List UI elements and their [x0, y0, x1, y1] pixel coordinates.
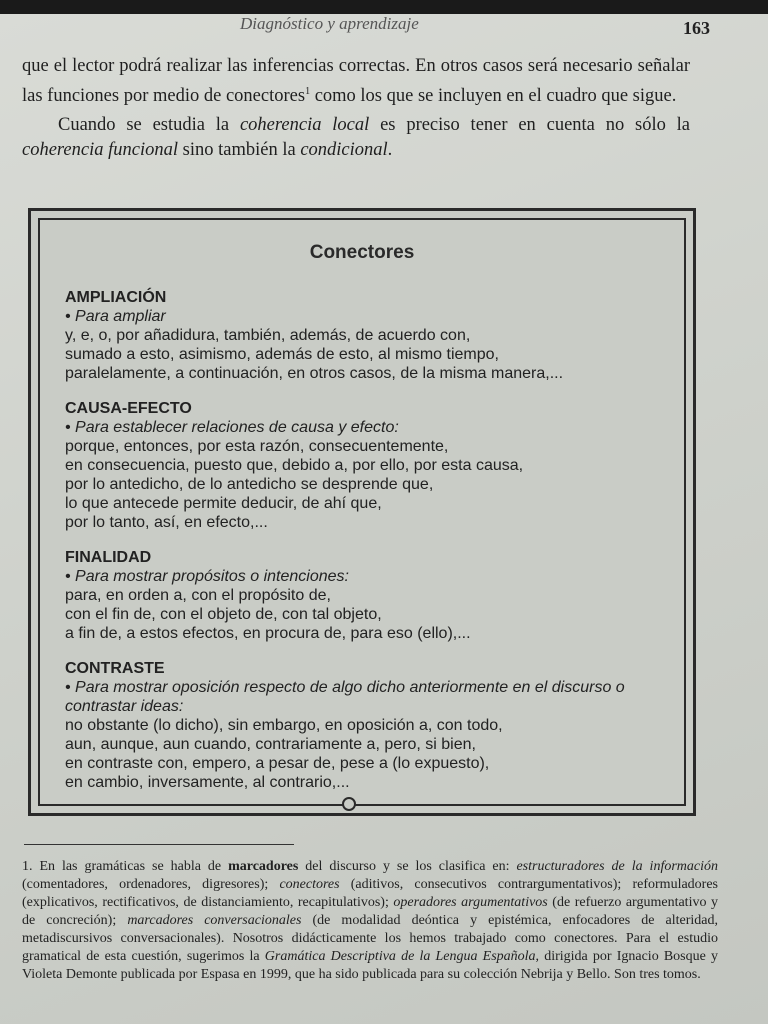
connector-line: paralelamente, a continuación, en otros casos, de la misma manera,...	[65, 365, 564, 382]
term-coherencia-local: coherencia local	[239, 115, 370, 136]
connectors-box	[28, 208, 696, 816]
footnote-term: estructuradores de la información	[516, 859, 718, 874]
footnote	[22, 858, 718, 984]
footnote-text: , dirigida por Ignacio Bosque y Violeta Demonte publicada por Espasa en 1999, que ha sido publicada para su colección Nebrija y Bello. Son tres tomos.	[22, 949, 718, 982]
footnote-text: (de refuerzo argumentativo y de concreción);	[22, 895, 718, 928]
connector-line: lo que antecede permite deducir, de ahí que,	[65, 495, 382, 512]
footnote-term: marcadores	[228, 859, 299, 874]
connector-line: aun, aunque, aun cuando, contrariamente a, pero, si bien,	[65, 736, 476, 753]
connector-section	[65, 548, 665, 643]
paragraph-2-text: es preciso tener en cuenta no sólo la	[369, 115, 691, 136]
book-page	[0, 14, 768, 1024]
section-purpose: • Para establecer relaciones de causa y efecto:	[65, 419, 399, 436]
connector-line: con el fin de, con el objeto de, con tal objeto,	[65, 606, 382, 623]
section-purpose: • Para mostrar propósitos o intenciones:	[65, 568, 349, 585]
footnote-text: del discurso y se los clasifica en:	[298, 859, 517, 874]
connector-line: porque, entonces, por esta razón, consecuentemente,	[65, 438, 449, 455]
connector-section	[65, 659, 665, 792]
connector-line: a fin de, a estos efectos, en procura de, para eso (ello),...	[65, 625, 471, 642]
page-number: 163	[683, 18, 710, 38]
paragraph-2-text: .	[387, 140, 393, 161]
connector-line: y, e, o, por añadidura, también, además, de acuerdo con,	[65, 327, 471, 344]
paragraph-2	[22, 113, 690, 163]
connector-sections	[65, 288, 665, 808]
footnote-term: operadores argumentativos	[393, 895, 548, 910]
connector-line: en cambio, inversamente, al contrario,...	[65, 774, 350, 791]
footnote-text: 1. En las gramáticas se habla de	[22, 859, 229, 874]
connector-line: por lo antedicho, de lo antedicho se desprende que,	[65, 476, 434, 493]
paragraph-1-text-end: como los que se incluyen en el cuadro que sigue.	[310, 86, 677, 107]
connector-line: en consecuencia, puesto que, debido a, por ello, por esta causa,	[65, 457, 524, 474]
connector-line: en contraste con, empero, a pesar de, pese a (lo expuesto),	[65, 755, 490, 772]
paragraph-1	[22, 54, 690, 109]
footnote-term: conectores	[279, 877, 340, 892]
section-purpose: • Para mostrar oposición respecto de algo dicho anteriormente en el discurso o contrastar ideas:	[65, 679, 625, 715]
connector-section	[65, 288, 665, 383]
connector-line: no obstante (lo dicho), sin embargo, en oposición a, con todo,	[65, 717, 503, 734]
footnote-rule	[24, 844, 294, 845]
running-head: Diagnóstico y aprendizaje	[240, 14, 419, 33]
footnote-ref: 1	[305, 86, 311, 97]
section-title: FINALIDAD	[65, 549, 152, 566]
paragraph-2-text: sino también la	[178, 140, 301, 161]
connector-section	[65, 399, 665, 532]
footnote-title: Gramática Descriptiva de la Lengua Española	[264, 949, 536, 964]
connector-line: para, en orden a, con el propósito de,	[65, 587, 331, 604]
section-title: CONTRASTE	[65, 660, 165, 677]
connector-line: sumado a esto, asimismo, además de esto, al mismo tiempo,	[65, 346, 499, 363]
paragraph-1-text: que el lector podrá realizar las inferencias correctas. En otros casos será necesario señalar las funciones por medio de conectores	[22, 56, 690, 107]
section-title: AMPLIACIÓN	[65, 289, 167, 306]
paragraph-2-text: Cuando se estudia la	[58, 115, 240, 136]
connector-line: por lo tanto, así, en efecto,...	[65, 514, 268, 531]
connectors-box-inner	[38, 218, 686, 806]
box-title: Conectores	[309, 242, 415, 263]
ornament-icon	[342, 797, 356, 811]
footnote-text: (comentadores, ordenadores, digresores);	[22, 877, 280, 892]
footnote-text: (de modalidad deóntica y epistémica, enfocadores de alteridad, metadiscursivos conversacionales). Nosotros didácticamente los hemos trabajado como conectores. Para el estudio gramatical de esta cuestión, sugerimos la	[22, 913, 718, 964]
footnote-text: (aditivos, consecutivos contrargumentativos); reformuladores (explicativos, rectificativos, de distanciamiento, recapitulativos);	[22, 877, 718, 910]
term-condicional: condicional	[300, 140, 388, 161]
body-text	[22, 54, 690, 163]
page-header	[240, 16, 710, 38]
section-purpose: • Para ampliar	[65, 308, 166, 325]
footnote-term: marcadores conversacionales	[127, 913, 302, 928]
section-title: CAUSA-EFECTO	[65, 400, 192, 417]
term-coherencia-funcional: coherencia funcional	[22, 140, 179, 161]
